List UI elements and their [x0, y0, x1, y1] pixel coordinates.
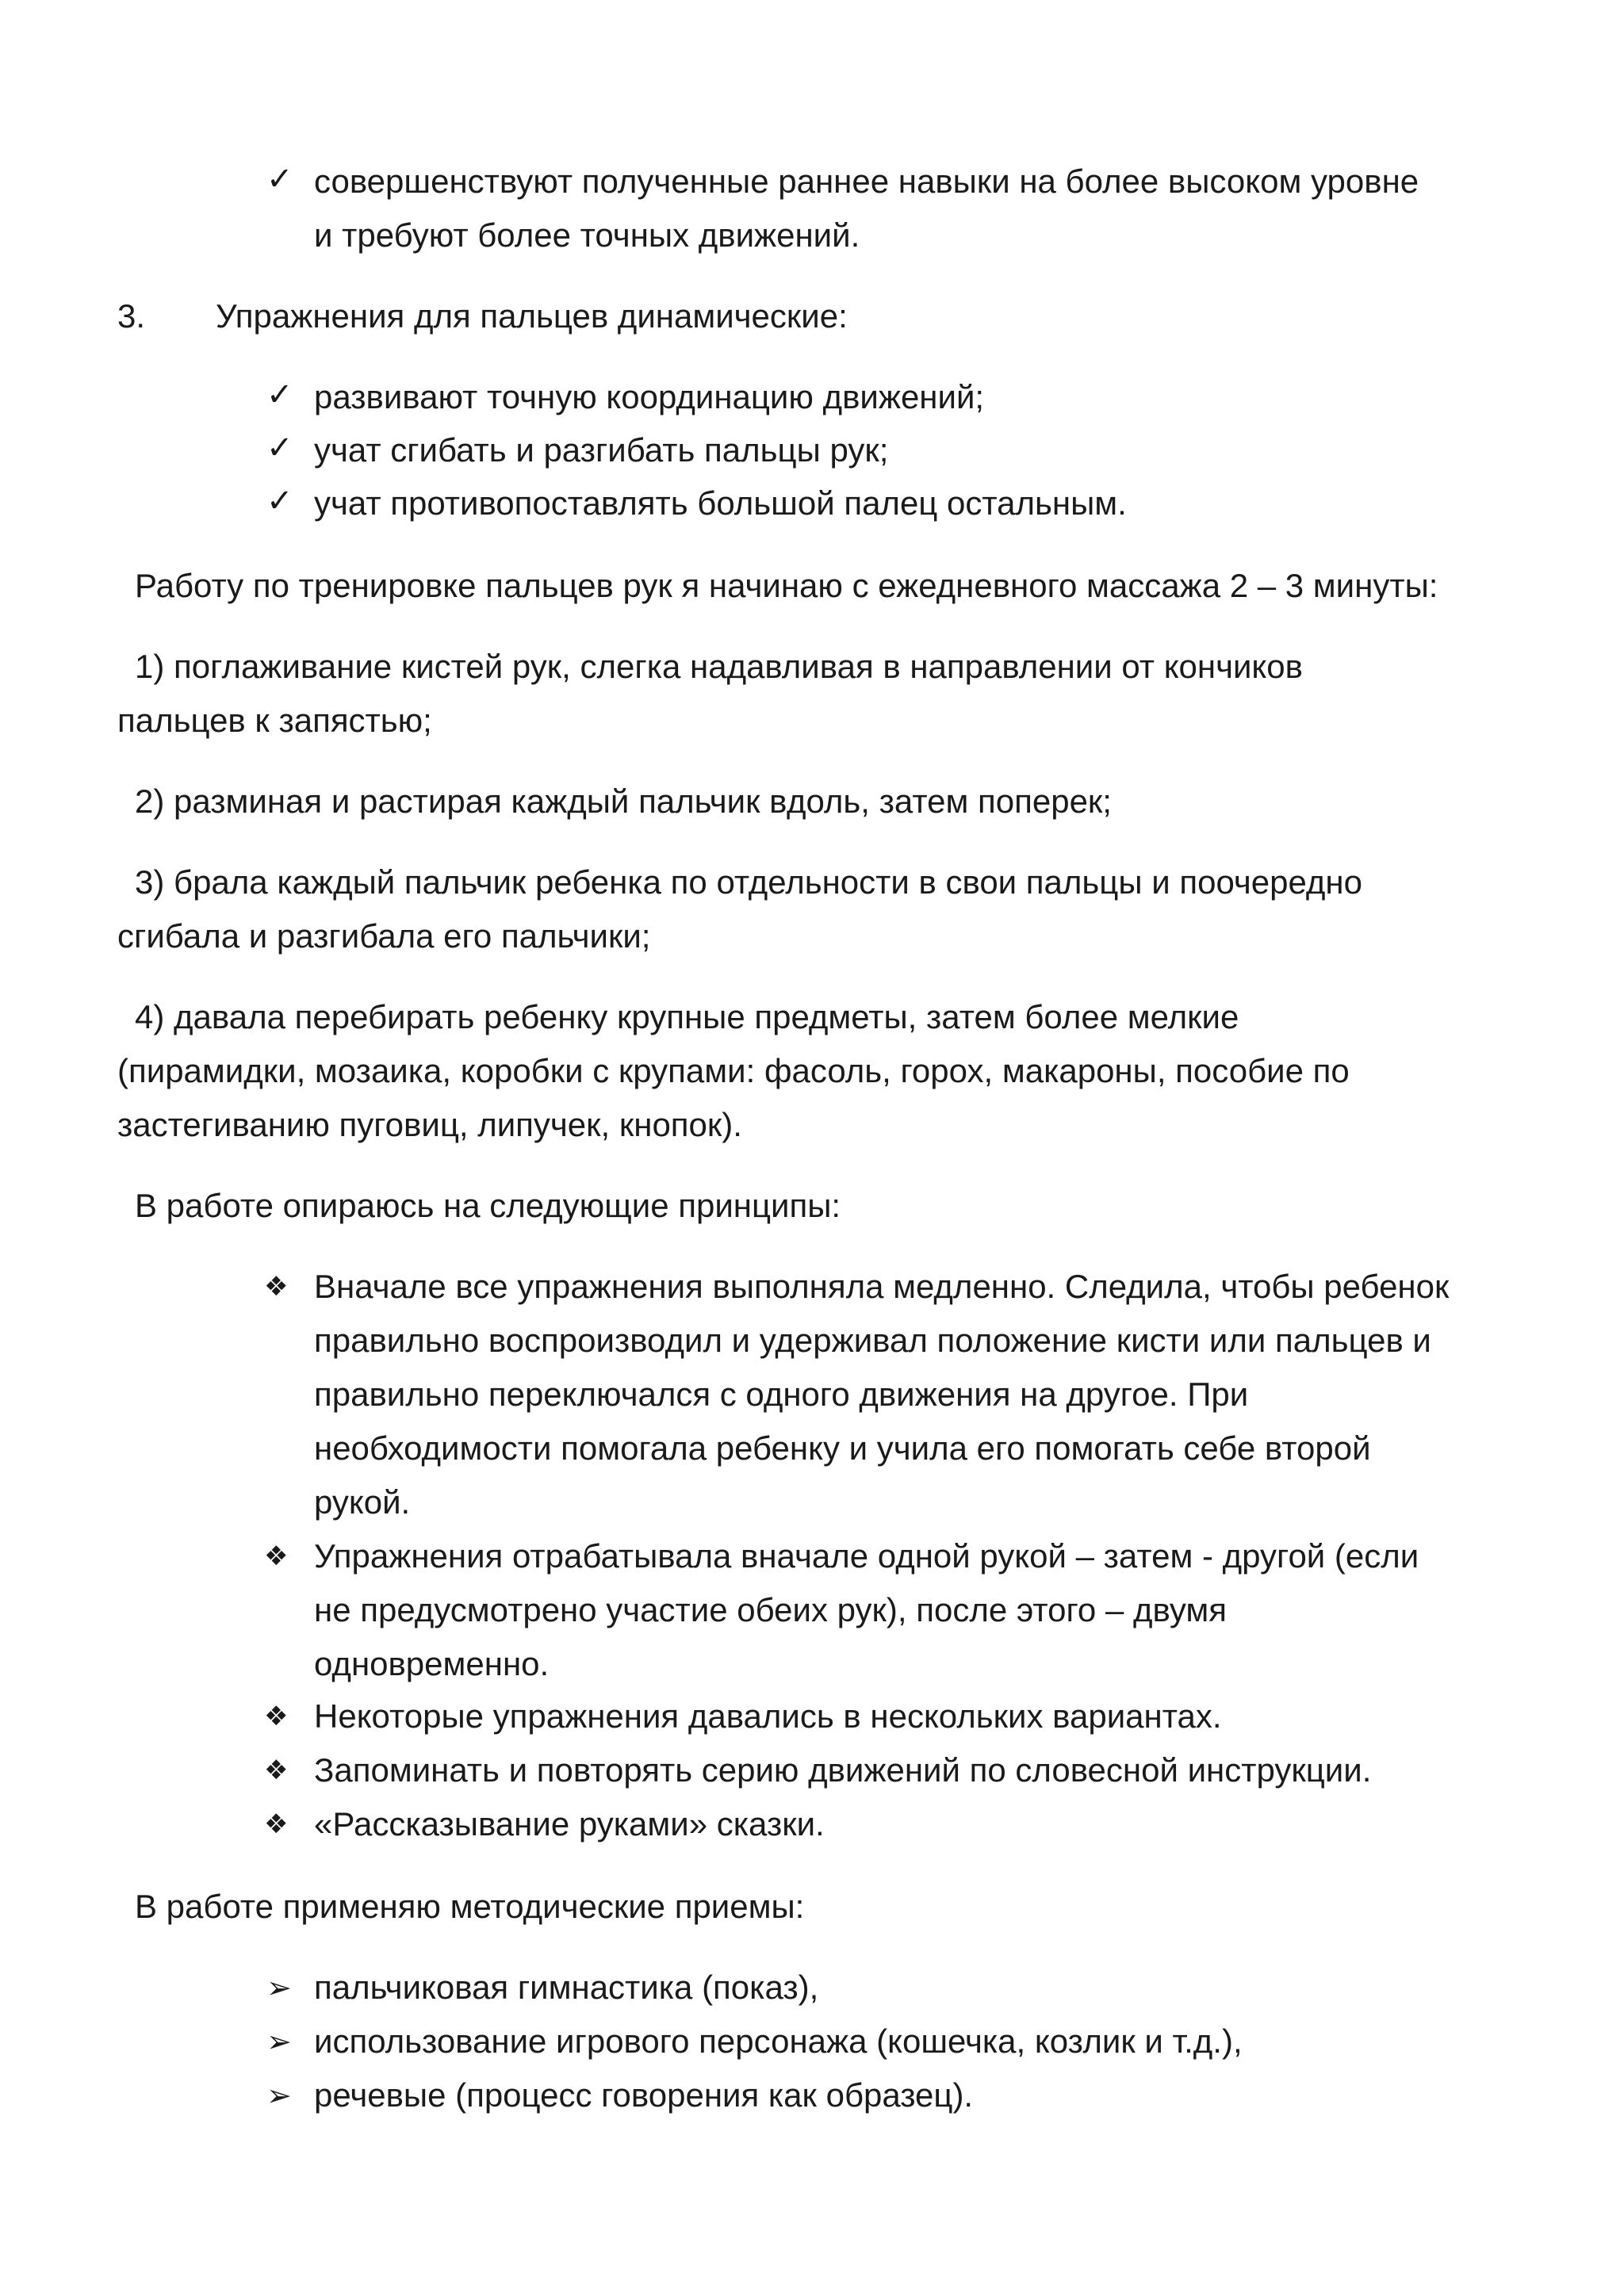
check-item-text: и требуют более точных движений. [314, 216, 860, 254]
principle-text: одновременно. [314, 1645, 550, 1682]
method-text: пальчиковая гимнастика (показ), [314, 1969, 819, 2006]
check-item-text: учат противопоставлять большой палец остальным. [314, 484, 1127, 522]
principle-text: Запоминать и повторять серию движений по словесной инструкции. [314, 1751, 1372, 1789]
method-text: речевые (процесс говорения как образец). [314, 2076, 974, 2114]
principle-text: правильно переключался с одного движения на другое. При [314, 1376, 1249, 1413]
principle-text: Вначале все упражнения выполняла медленно. Следила, чтобы ребенок [314, 1268, 1450, 1305]
diamond-bullet-icon: ❖ [264, 1755, 289, 1786]
diamond-bullet-icon: ❖ [264, 1540, 289, 1572]
paragraph: Работу по тренировке пальцев рук я начинаю с ежедневного массажа 2 – 3 минуты: [135, 567, 1438, 604]
massage-step: 2) разминая и растирая каждый пальчик вдоль, затем поперек; [135, 783, 1112, 820]
principle-text: «Рассказывание руками» сказки. [314, 1805, 825, 1843]
diamond-bullet-icon: ❖ [264, 1808, 289, 1840]
massage-step: застегиванию пуговиц, липучек, кнопок). [117, 1106, 742, 1143]
arrow-bullet-icon: ➢ [266, 2024, 292, 2059]
check-icon: ✓ [266, 161, 293, 197]
check-item-text: совершенствуют полученные раннее навыки на более высоком уровне [314, 163, 1419, 200]
method-text: использование игрового персонажа (кошечка, козлик и т.д.), [314, 2022, 1243, 2060]
check-item-text: развивают точную координацию движений; [314, 378, 985, 415]
principle-text: Упражнения отрабатывала вначале одной рукой – затем - другой (если [314, 1537, 1419, 1575]
check-icon: ✓ [266, 430, 293, 466]
massage-step: (пирамидки, мозаика, коробки с крупами: фасоль, горох, макароны, пособие по [117, 1052, 1350, 1089]
principle-text: не предусмотрено участие обеих рук), после этого – двумя [314, 1591, 1228, 1628]
section-number: 3. [117, 297, 146, 335]
principle-text: правильно воспроизводил и удерживал положение кисти или пальцев и [314, 1322, 1431, 1359]
massage-step: пальцев к запястью; [117, 702, 432, 739]
massage-step: сгибала и разгибала его пальчики; [117, 917, 651, 955]
principle-text: Некоторые упражнения давались в нескольких вариантах. [314, 1697, 1222, 1735]
diamond-bullet-icon: ❖ [264, 1271, 289, 1303]
check-icon: ✓ [266, 483, 293, 519]
check-icon: ✓ [266, 377, 293, 413]
diamond-bullet-icon: ❖ [264, 1701, 289, 1732]
massage-step: 3) брала каждый пальчик ребенка по отдельности в свои пальцы и поочередно [135, 863, 1362, 901]
massage-step: 1) поглаживание кистей рук, слегка надавливая в направлении от кончиков [135, 648, 1303, 685]
paragraph: В работе опираюсь на следующие принципы: [135, 1187, 841, 1224]
arrow-bullet-icon: ➢ [266, 1970, 292, 2005]
massage-step: 4) давала перебирать ребенку крупные предметы, затем более мелкие [135, 998, 1239, 1035]
arrow-bullet-icon: ➢ [266, 2078, 292, 2113]
check-item-text: учат сгибать и разгибать пальцы рук; [314, 431, 889, 469]
principle-text: рукой. [314, 1483, 411, 1521]
paragraph: В работе применяю методические приемы: [135, 1888, 805, 1925]
section-title: Упражнения для пальцев динамические: [216, 297, 848, 335]
principle-text: необходимости помогала ребенку и учила его помогать себе второй [314, 1429, 1371, 1467]
